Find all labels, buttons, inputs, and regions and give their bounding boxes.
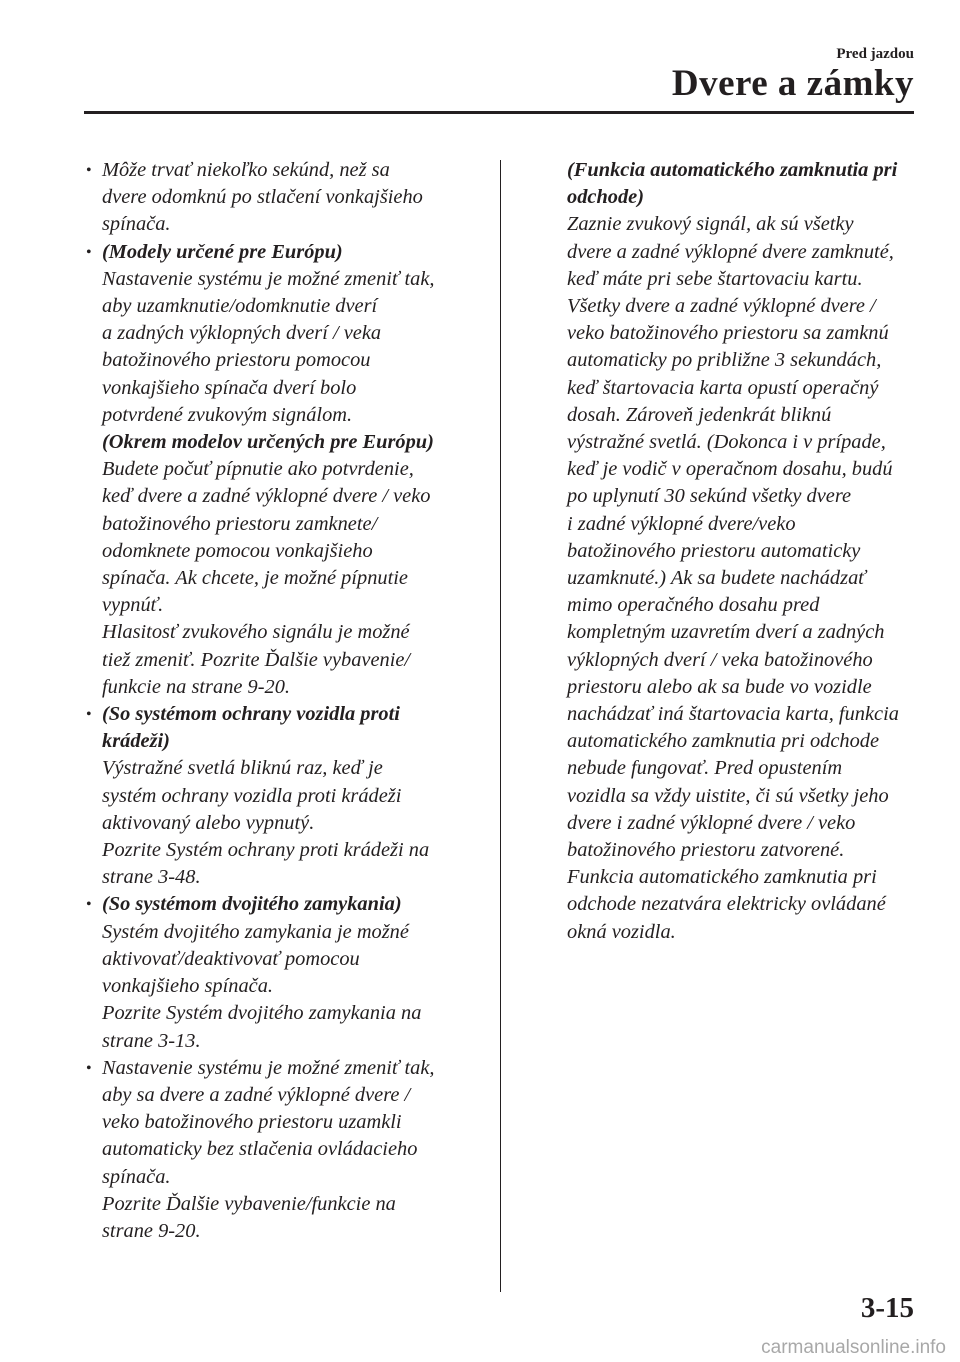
text-line: keď dvere a zadné výklopné dvere / veko	[102, 485, 431, 508]
text-line: Pozrite Systém dvojitého zamykania na	[102, 1002, 422, 1025]
text-line: batožinového priestoru automaticky	[567, 539, 861, 562]
bullet-marker: •	[86, 1059, 92, 1077]
left-column	[84, 157, 480, 1245]
text-line: aktivovaný alebo vypnutý.	[102, 811, 315, 834]
text-line: automaticky bez stlačenia ovládacieho	[102, 1138, 418, 1161]
text-line: okná vozidla.	[567, 920, 676, 943]
text-line: automaticky po približne 3 sekundách,	[567, 349, 882, 372]
text-line: tiež zmeniť. Pozrite Ďalšie vybavenie/	[102, 648, 411, 671]
text-line: veko batožinového priestoru uzamkli	[102, 1111, 402, 1134]
text-line: Zaznie zvukový signál, ak sú všetky	[567, 213, 854, 236]
text-line: vonkajšieho spínača.	[102, 975, 274, 998]
text-line: po uplynutí 30 sekúnd všetky dvere	[567, 485, 852, 508]
text-line: potvrdené zvukovým signálom.	[102, 403, 353, 426]
paragraph	[84, 239, 480, 701]
subheading-line: odchode)	[567, 186, 645, 209]
text-line: vozidla sa vždy uistite, či sú všetky jeho	[567, 784, 889, 807]
text-line: strane 9-20.	[102, 1219, 201, 1242]
text-line: Hlasitosť zvukového signálu je možné	[102, 621, 410, 644]
text-line: systém ochrany vozidla proti krádeži	[102, 784, 402, 807]
text-line: odomknete pomocou vonkajšieho	[102, 539, 373, 562]
text-line: batožinového priestoru zamknete/	[102, 512, 378, 535]
text-line: keď štartovacia karta opustí operačný	[567, 376, 879, 399]
text-line: uzamknuté.) Ak sa budete nachádzať	[567, 567, 866, 590]
right-column	[549, 157, 915, 946]
bullet-marker: •	[86, 706, 92, 724]
text-line: Všetky dvere a zadné výklopné dvere /	[567, 295, 876, 318]
text-line: mimo operačného dosahu pred	[567, 594, 820, 617]
text-line: vonkajšieho spínača dverí bolo	[102, 376, 357, 399]
text-line: Pozrite Ďalšie vybavenie/funkcie na	[102, 1192, 396, 1215]
text-line: funkcie na strane 9-20.	[102, 675, 291, 698]
text-line: dvere i zadné výklopné dvere / veko	[567, 811, 856, 834]
text-line: Môže trvať niekoľko sekúnd, než sa	[102, 159, 390, 181]
text-line: výstražné svetlá. (Dokonca i v prípade,	[567, 431, 886, 454]
text-line: strane 3-13.	[102, 1029, 201, 1052]
text-line: aby sa dvere a zadné výklopné dvere /	[102, 1083, 411, 1106]
text-line: spínača.	[102, 213, 171, 236]
text-line: Systém dvojitého zamykania je možné	[102, 920, 409, 943]
text-line: dvere a zadné výklopné dvere zamknuté,	[567, 240, 894, 263]
paragraph	[549, 157, 915, 946]
text-line: nebude fungovať. Pred opustením	[567, 757, 843, 780]
bullet-marker: •	[86, 896, 92, 914]
text-line: a zadných výklopných dverí / veka	[102, 322, 382, 345]
text-line: nachádzať iná štartovacia karta, funkcia	[567, 703, 899, 726]
text-line: výklopných dverí / veka batožinového	[567, 648, 873, 671]
paragraph	[84, 891, 480, 1054]
text-line: dvere odomknú po stlačení vonkajšieho	[102, 186, 423, 209]
subheading-line: (Funkcia automatického zamknutia pri	[567, 159, 898, 181]
subheading-line: (So systémom dvojitého zamykania)	[102, 893, 402, 916]
text-line: strane 3-48.	[102, 866, 201, 889]
text-line: Funkcia automatického zamknutia pri	[567, 866, 877, 889]
text-line: automatického zamknutia pri odchode	[567, 730, 880, 753]
text-line: Nastavenie systému je možné zmeniť tak,	[102, 267, 435, 290]
bullet-marker: •	[86, 243, 92, 261]
watermark: carmanualsonline.info	[761, 1337, 946, 1358]
text-line: dosah. Zároveň jedenkrát bliknú	[567, 403, 832, 426]
paragraph	[84, 157, 480, 239]
header-section-label: Pred jazdou	[836, 46, 914, 62]
text-line: aktivovať/deaktivovať pomocou	[102, 947, 360, 970]
text-line: vypnúť.	[102, 594, 164, 617]
text-line: batožinového priestoru pomocou	[102, 349, 371, 372]
text-line: Budete počuť pípnutie ako potvrdenie,	[102, 458, 414, 481]
bullet-marker: •	[86, 162, 92, 179]
subheading-line: (So systémom ochrany vozidla proti	[102, 703, 400, 726]
text-line: spínača.	[102, 1165, 171, 1188]
text-line: priestoru alebo ak sa bude vo vozidle	[567, 675, 872, 698]
text-line: aby uzamknutie/odomknutie dverí	[102, 295, 378, 318]
header-rule	[84, 111, 914, 114]
text-line: keď máte pri sebe štartovaciu kartu.	[567, 267, 863, 290]
text-line: veko batožinového priestoru sa zamknú	[567, 322, 889, 345]
text-line: odchode nezatvára elektricky ovládané	[567, 893, 886, 916]
text-line: spínača. Ak chcete, je možné pípnutie	[102, 567, 408, 590]
text-line: Výstražné svetlá bliknú raz, keď je	[102, 757, 383, 780]
text-line: kompletným uzavretím dverí a zadných	[567, 621, 885, 644]
text-line: keď je vodič v operačnom dosahu, budú	[567, 458, 893, 481]
page-title: Dvere a zámky	[671, 63, 914, 104]
page-number: 3-15	[860, 1292, 914, 1324]
subheading-line: (Okrem modelov určených pre Európu)	[102, 431, 434, 454]
text-line: batožinového priestoru zatvorené.	[567, 839, 845, 862]
subheading-line: krádeži)	[102, 730, 170, 753]
subheading-line: (Modely určené pre Európu)	[102, 240, 343, 263]
column-divider	[500, 160, 501, 1292]
text-line: Nastavenie systému je možné zmeniť tak,	[102, 1056, 435, 1079]
paragraph	[84, 1055, 480, 1245]
text-line: Pozrite Systém ochrany proti krádeži na	[102, 839, 430, 862]
paragraph	[84, 701, 480, 891]
text-line: i zadné výklopné dvere/veko	[567, 512, 796, 535]
